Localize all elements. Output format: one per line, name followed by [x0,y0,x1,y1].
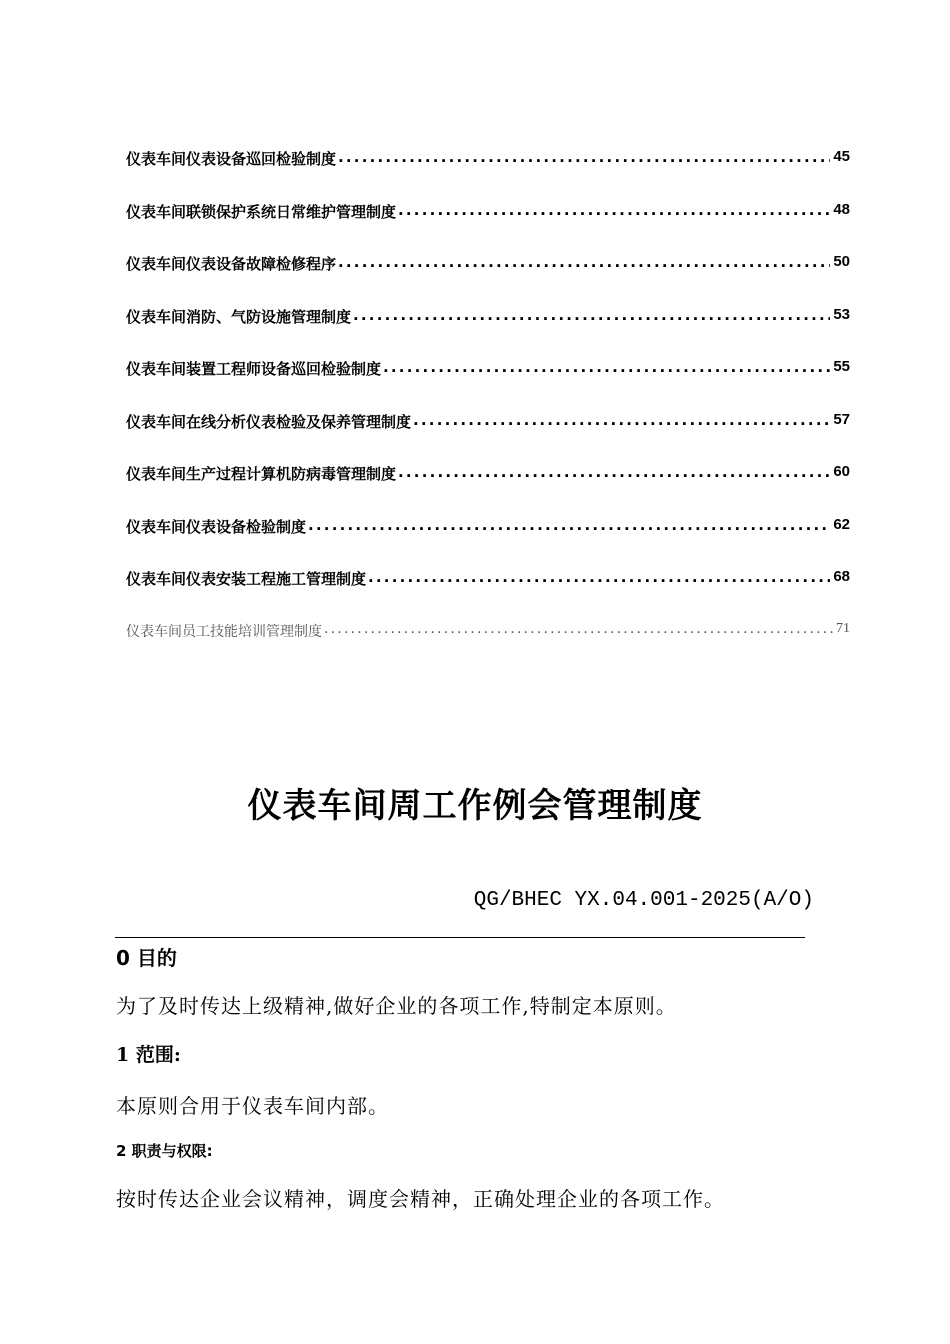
toc-dot-leader [383,358,830,376]
toc-entry-page: 60 [833,463,850,480]
toc-entry[interactable] [126,621,850,674]
document-title: 仪表车间周工作例会管理制度 [247,786,703,826]
toc-entry-page: 50 [833,253,850,270]
toc-entry[interactable] [126,463,850,516]
toc-entry-page: 71 [836,620,850,636]
toc-entry-page: 68 [833,568,850,585]
toc-entry-title: 仪表车间在线分析仪表检验及保养管理制度 [126,412,412,431]
toc-dot-leader [324,621,833,637]
section-body-responsibilities: 按时传达企业会议精神，调度会精神，正确处理企业的各项工作。 [116,1187,725,1211]
toc-entry-title: 仪表车间员工技能培训管理制度 [126,623,322,640]
toc-entry-title: 仪表车间仪表设备检验制度 [126,517,307,536]
toc-entry-title: 仪表车间联锁保护系统日常维护管理制度 [126,202,397,221]
toc-dot-leader [308,516,830,534]
toc-entry-title: 仪表车间仪表安装工程施工管理制度 [126,570,367,588]
toc-entry[interactable] [126,148,850,201]
document-code: QG/BHEC YX.04.001-2025(A/O) [473,889,814,912]
toc-entry-page: 55 [833,358,850,375]
section-body-purpose: 为了及时传达上级精神,做好企业的各项工作,特制定本原则。 [116,994,677,1018]
toc-entry[interactable] [126,516,850,569]
toc-dot-leader [353,306,830,324]
toc-entry[interactable] [126,358,850,411]
section-body-scope: 本原则合用于仪表车间内部。 [116,1094,389,1118]
section-heading-responsibilities: 2 职责与权限: [116,1142,213,1160]
toc-dot-leader [413,411,830,429]
toc-entry[interactable] [126,253,850,306]
toc-dot-leader [338,253,830,271]
toc-entry[interactable] [126,411,850,464]
toc-entry[interactable] [126,201,850,254]
toc-entry-page: 62 [833,515,850,533]
toc-entry-title: 仪表车间仪表设备巡回检验制度 [126,150,337,168]
toc-entry-title: 仪表车间仪表设备故障检修程序 [126,255,337,273]
section-heading-scope: 1 范围: [116,1044,181,1066]
toc-dot-leader [398,463,830,481]
toc-dot-leader [398,201,830,219]
toc-dot-leader [368,568,830,586]
header-divider [115,937,805,938]
toc-entry-page: 53 [833,305,850,323]
toc-entry-page: 57 [833,410,850,428]
toc-entry[interactable] [126,568,850,621]
toc-dot-leader [338,148,830,166]
toc-entry-page: 48 [833,200,850,218]
table-of-contents [126,148,850,673]
section-heading-purpose: 0 目的 [116,946,177,970]
toc-entry-page: 45 [833,148,850,165]
toc-entry-title: 仪表车间装置工程师设备巡回检验制度 [126,360,382,378]
toc-entry-title: 仪表车间生产过程计算机防病毒管理制度 [126,465,397,483]
toc-entry[interactable] [126,306,850,359]
toc-entry-title: 仪表车间消防、气防设施管理制度 [126,307,352,326]
